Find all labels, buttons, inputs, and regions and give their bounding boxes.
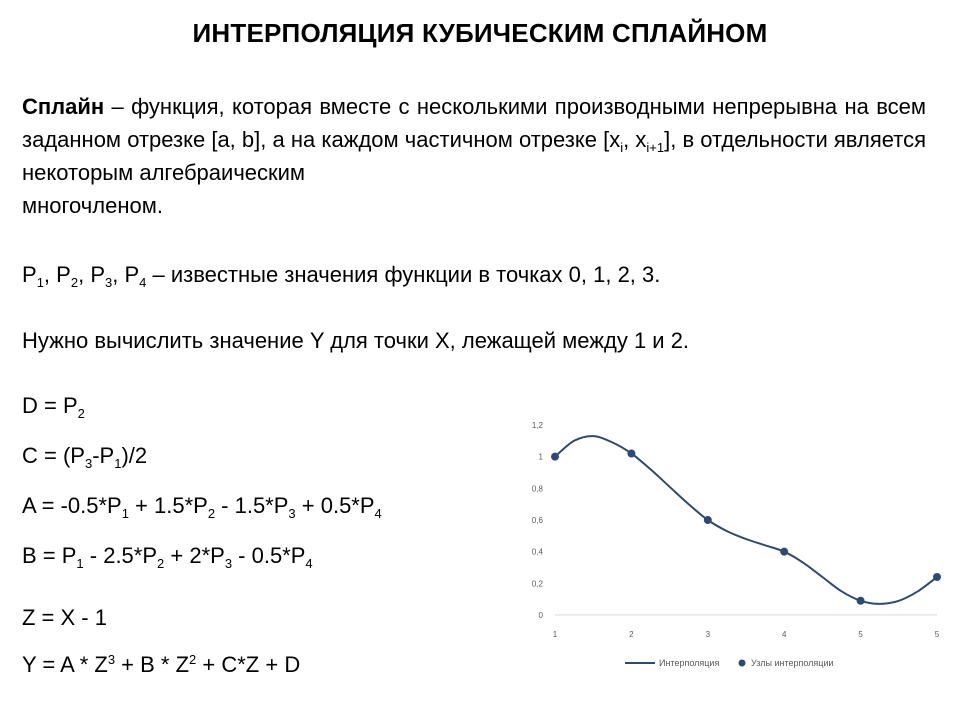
x-tick-label: 4 [781,630,787,639]
y-tick-label: 1,2 [531,421,543,430]
definition-term: Сплайн [22,94,105,119]
node-point [780,548,788,556]
formula-a: $A = -0.5*P_1 + 1.5*P_2 - 1.5*P_3 + 0.5*P_4$ [22,493,382,521]
spline-chart [500,405,960,680]
y-tick-label: 0,4 [531,547,543,557]
task-line: Нужно вычислить значение Y для точки X, лежащей между 1 и 2. [22,328,690,353]
x-axis-labels [553,630,940,639]
legend-interpolation: Интерполяция [659,658,720,668]
node-point [933,573,941,581]
chart-legend [625,658,834,668]
formula-b: $B = P_1 - 2.5*P_2 + 2*P_3 - 0.5*P_4$ [22,543,313,571]
node-points [551,450,941,605]
formula-d: $D = P_2$ [22,393,85,421]
y-axis-labels [532,421,544,620]
definition-main: Сплайн – функция, которая вместе с несколькими производными непрерывна на всем заданном отрезке [a, b], а на каждом частичном отрезке [$x_i$, $x_{i+1}$], в отдельности является некоторым алгебраическим [22,94,926,185]
y-tick-label: 0,2 [531,579,543,589]
node-point [551,453,559,461]
y-tick-label: 0,8 [531,484,543,494]
interpolation-curve [555,436,937,604]
x-tick-label: 2 [629,630,634,639]
definition-end: многочленом. [22,193,163,218]
y-tick-label: 0,6 [531,516,543,525]
node-point [627,450,635,458]
formula-y: $Y = A * Z^3 + B * Z^2 + C*Z + D$ [22,652,301,677]
y-tick-label: 1 [538,452,543,462]
x-tick-label: 5 [934,630,940,639]
legend-dot-marker [739,660,746,667]
node-point [704,516,712,524]
spline-definition [22,90,926,222]
legend-nodes: Узлы интерполяции [751,658,834,668]
x-tick-label: 5 [858,630,863,639]
x-tick-label: 3 [705,630,711,639]
formula-z: Z = X - 1 [22,605,107,630]
formula-c: $C = (P_3-P_1)/2$ [22,443,148,471]
node-point [857,597,865,605]
known-values-line: $P_1$, $P_2$, $P_3$, $P_4$ – известные значения функции в точках 0, 1, 2, 3. [22,262,661,290]
x-tick-label: 1 [552,630,558,639]
slide-title: ИНТЕРПОЛЯЦИЯ КУБИЧЕСКИМ СПЛАЙНОМ [192,18,768,48]
y-tick-label: 0 [538,611,543,620]
